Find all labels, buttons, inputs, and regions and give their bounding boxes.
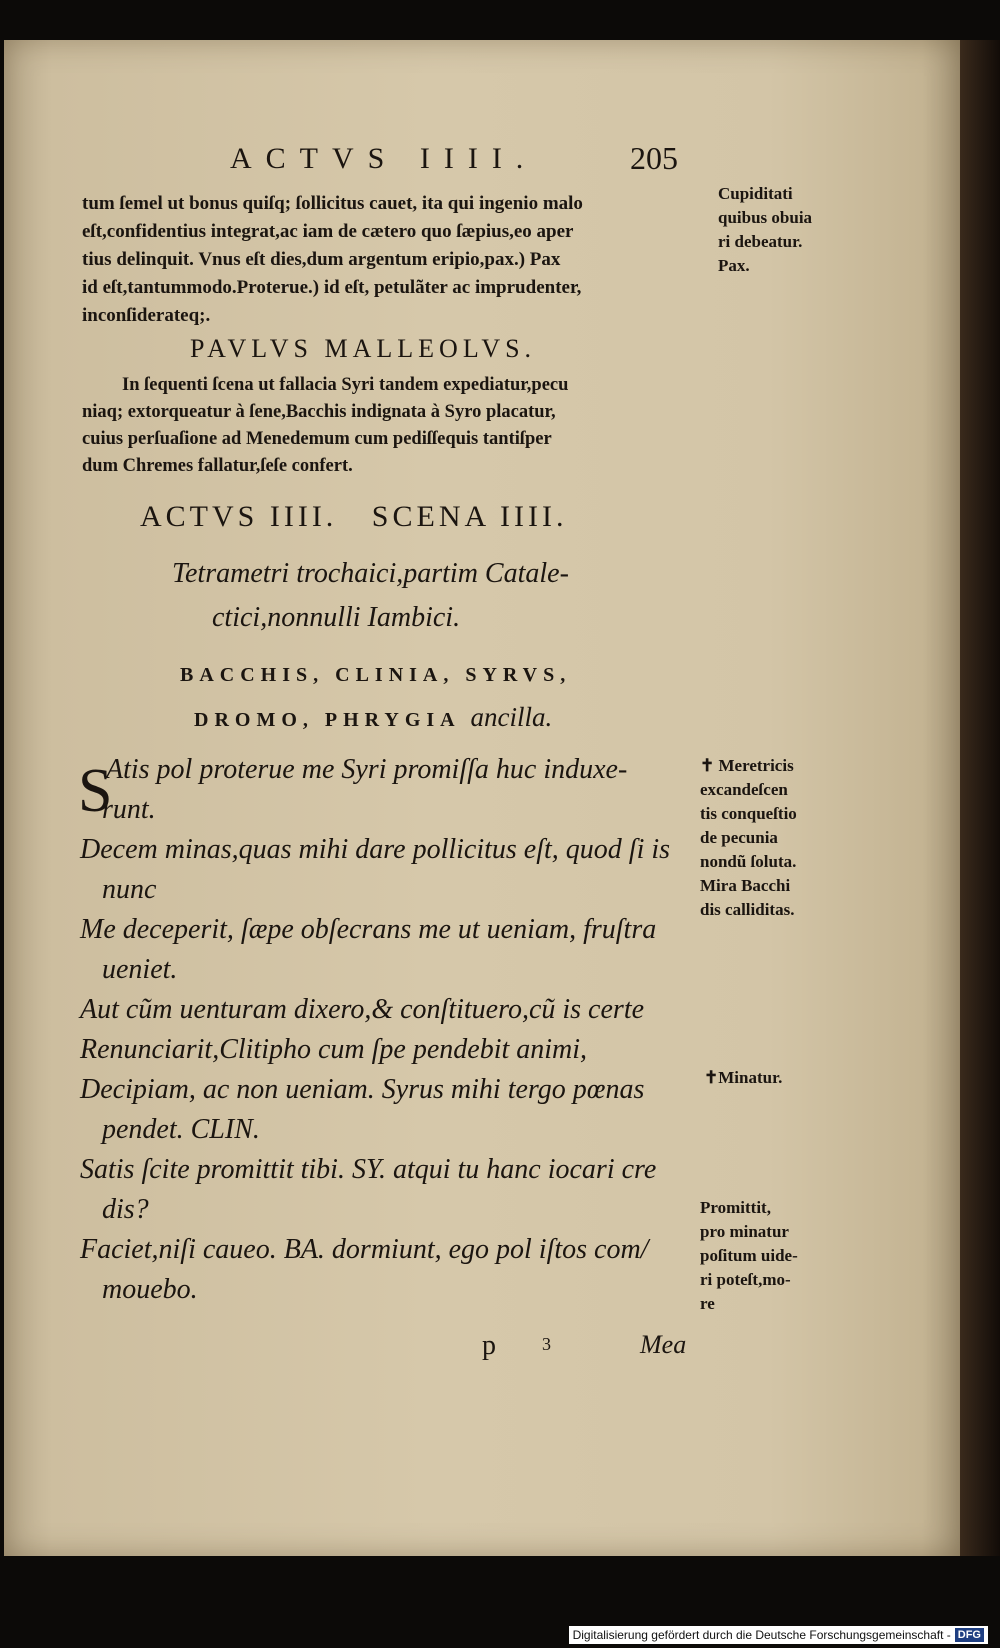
verse-line: Aut cũm uenturam dixero,& conſtituero,cũ is certe [80, 994, 645, 1025]
marginal-line: Pax. [718, 256, 750, 275]
verse-block [80, 750, 700, 1310]
metre-line: Tetrametri trochaici,partim Catale- [172, 558, 569, 589]
drop-cap: S [78, 757, 113, 825]
character-list-line-2 [194, 702, 552, 733]
character-list-line-1: BACCHIS, CLINIA, SYRVS, [180, 664, 572, 686]
catchword: Mea [640, 1330, 687, 1359]
marginal-note-1 [718, 182, 812, 278]
dfg-logo: DFG [955, 1628, 984, 1642]
verse-line: mouebo. [102, 1274, 198, 1305]
signature-mark: p [482, 1330, 496, 1361]
marginal-line: dis calliditas. [700, 900, 795, 919]
character-suffix: ancilla. [470, 702, 553, 732]
verse-line: Decipiam, ac non ueniam. Syrus mihi tergo pœnas [80, 1074, 645, 1105]
commentary-block [82, 190, 712, 330]
marginal-note-2 [700, 754, 797, 922]
marginal-line: de pecunia [700, 828, 778, 847]
marginal-line: Promittit, [700, 1198, 771, 1217]
marginal-line: pro minatur [700, 1222, 789, 1241]
verse-line: runt. [102, 794, 156, 825]
marginal-line: Mira Bacchi [700, 876, 791, 895]
verse-line: Decem minas,quas mihi dare pollicitus eſt, quod ſi is [80, 834, 671, 865]
marginal-line: re [700, 1294, 715, 1313]
summary-line: cuius perſuaſione ad Menedemum cum pediſſequis tantiſper [82, 429, 552, 449]
metre-note [172, 552, 569, 640]
character-names: DROMO, PHRYGIA [194, 709, 460, 731]
digitization-footer [569, 1626, 988, 1644]
marginal-line: ✝ Meretricis [700, 756, 794, 775]
page-number: 205 [630, 140, 678, 176]
running-title: ACTVS IIII. [230, 142, 538, 175]
verse-line: pendet. CLIN. [102, 1114, 260, 1145]
verse-line: Satis ſcite promittit tibi. SY. atqui tu hanc iocari cre [80, 1154, 657, 1185]
marginal-line: ✝Minatur. [704, 1068, 783, 1087]
verse-line: Renunciarit,Clitipho cum ſpe pendebit animi, [80, 1034, 588, 1065]
summary-line: In ſequenti ſcena ut fallacia Syri tandem expediatur,pecu [122, 375, 569, 395]
verse-line: Atis pol proterue me Syri promiſſa huc induxe- [106, 754, 628, 785]
commentary-line: id eſt,tantummodo.Proterue.) id eſt, petulãter ac imprudenter, [82, 277, 582, 298]
commentary-line: inconſiderateq;. [82, 305, 211, 326]
marginal-line: quibus obuia [718, 208, 813, 227]
author-heading: PAVLVS MALLEOLVS. [190, 334, 537, 363]
commentary-line: eſt,confidentius integrat,ac iam de cætero quo ſæpius,eo aper [82, 221, 574, 242]
verse-line: Faciet,niſi caueo. BA. dormiunt, ego pol iſtos com/ [80, 1234, 649, 1265]
summary-line: dum Chremes fallatur,ſeſe confert. [82, 456, 353, 476]
metre-line: ctici,nonnulli Iambici. [212, 602, 461, 633]
book-spine [960, 40, 1000, 1556]
scene-heading: ACTVS IIII. SCENA IIII. [140, 500, 568, 533]
marginal-note-3 [704, 1066, 782, 1090]
verse-line: dis? [102, 1194, 149, 1225]
marginal-line: ri poteſt,mo- [700, 1270, 791, 1289]
marginal-line: ri debeatur. [718, 232, 803, 251]
signature-number: 3 [542, 1334, 551, 1354]
verse-line: ueniet. [102, 954, 178, 985]
marginal-line: Cupiditati [718, 184, 793, 203]
marginal-line: nondũ ſoluta. [700, 852, 797, 871]
marginal-note-4 [700, 1196, 798, 1316]
verse-line: nunc [102, 874, 157, 905]
commentary-line: tius delinquit. Vnus eſt dies,dum argentum eripio,pax.) Pax [82, 249, 561, 270]
commentary-line: tum ſemel ut bonus quiſq; ſollicitus cauet, ita qui ingenio malo [82, 193, 583, 214]
summary-line: niaq; extorqueatur à ſene,Bacchis indignata à Syro placatur, [82, 402, 556, 422]
verse-line: Me deceperit, ſæpe obſecrans me ut ueniam, fruſtra [80, 914, 657, 945]
marginal-line: excandeſcen [700, 780, 788, 799]
scene-summary [82, 372, 712, 480]
marginal-line: poſitum uide- [700, 1246, 798, 1265]
footer-text: Digitalisierung gefördert durch die Deutsche Forschungsgemeinschaft - [572, 1628, 951, 1642]
marginal-line: tis conqueſtio [700, 804, 797, 823]
